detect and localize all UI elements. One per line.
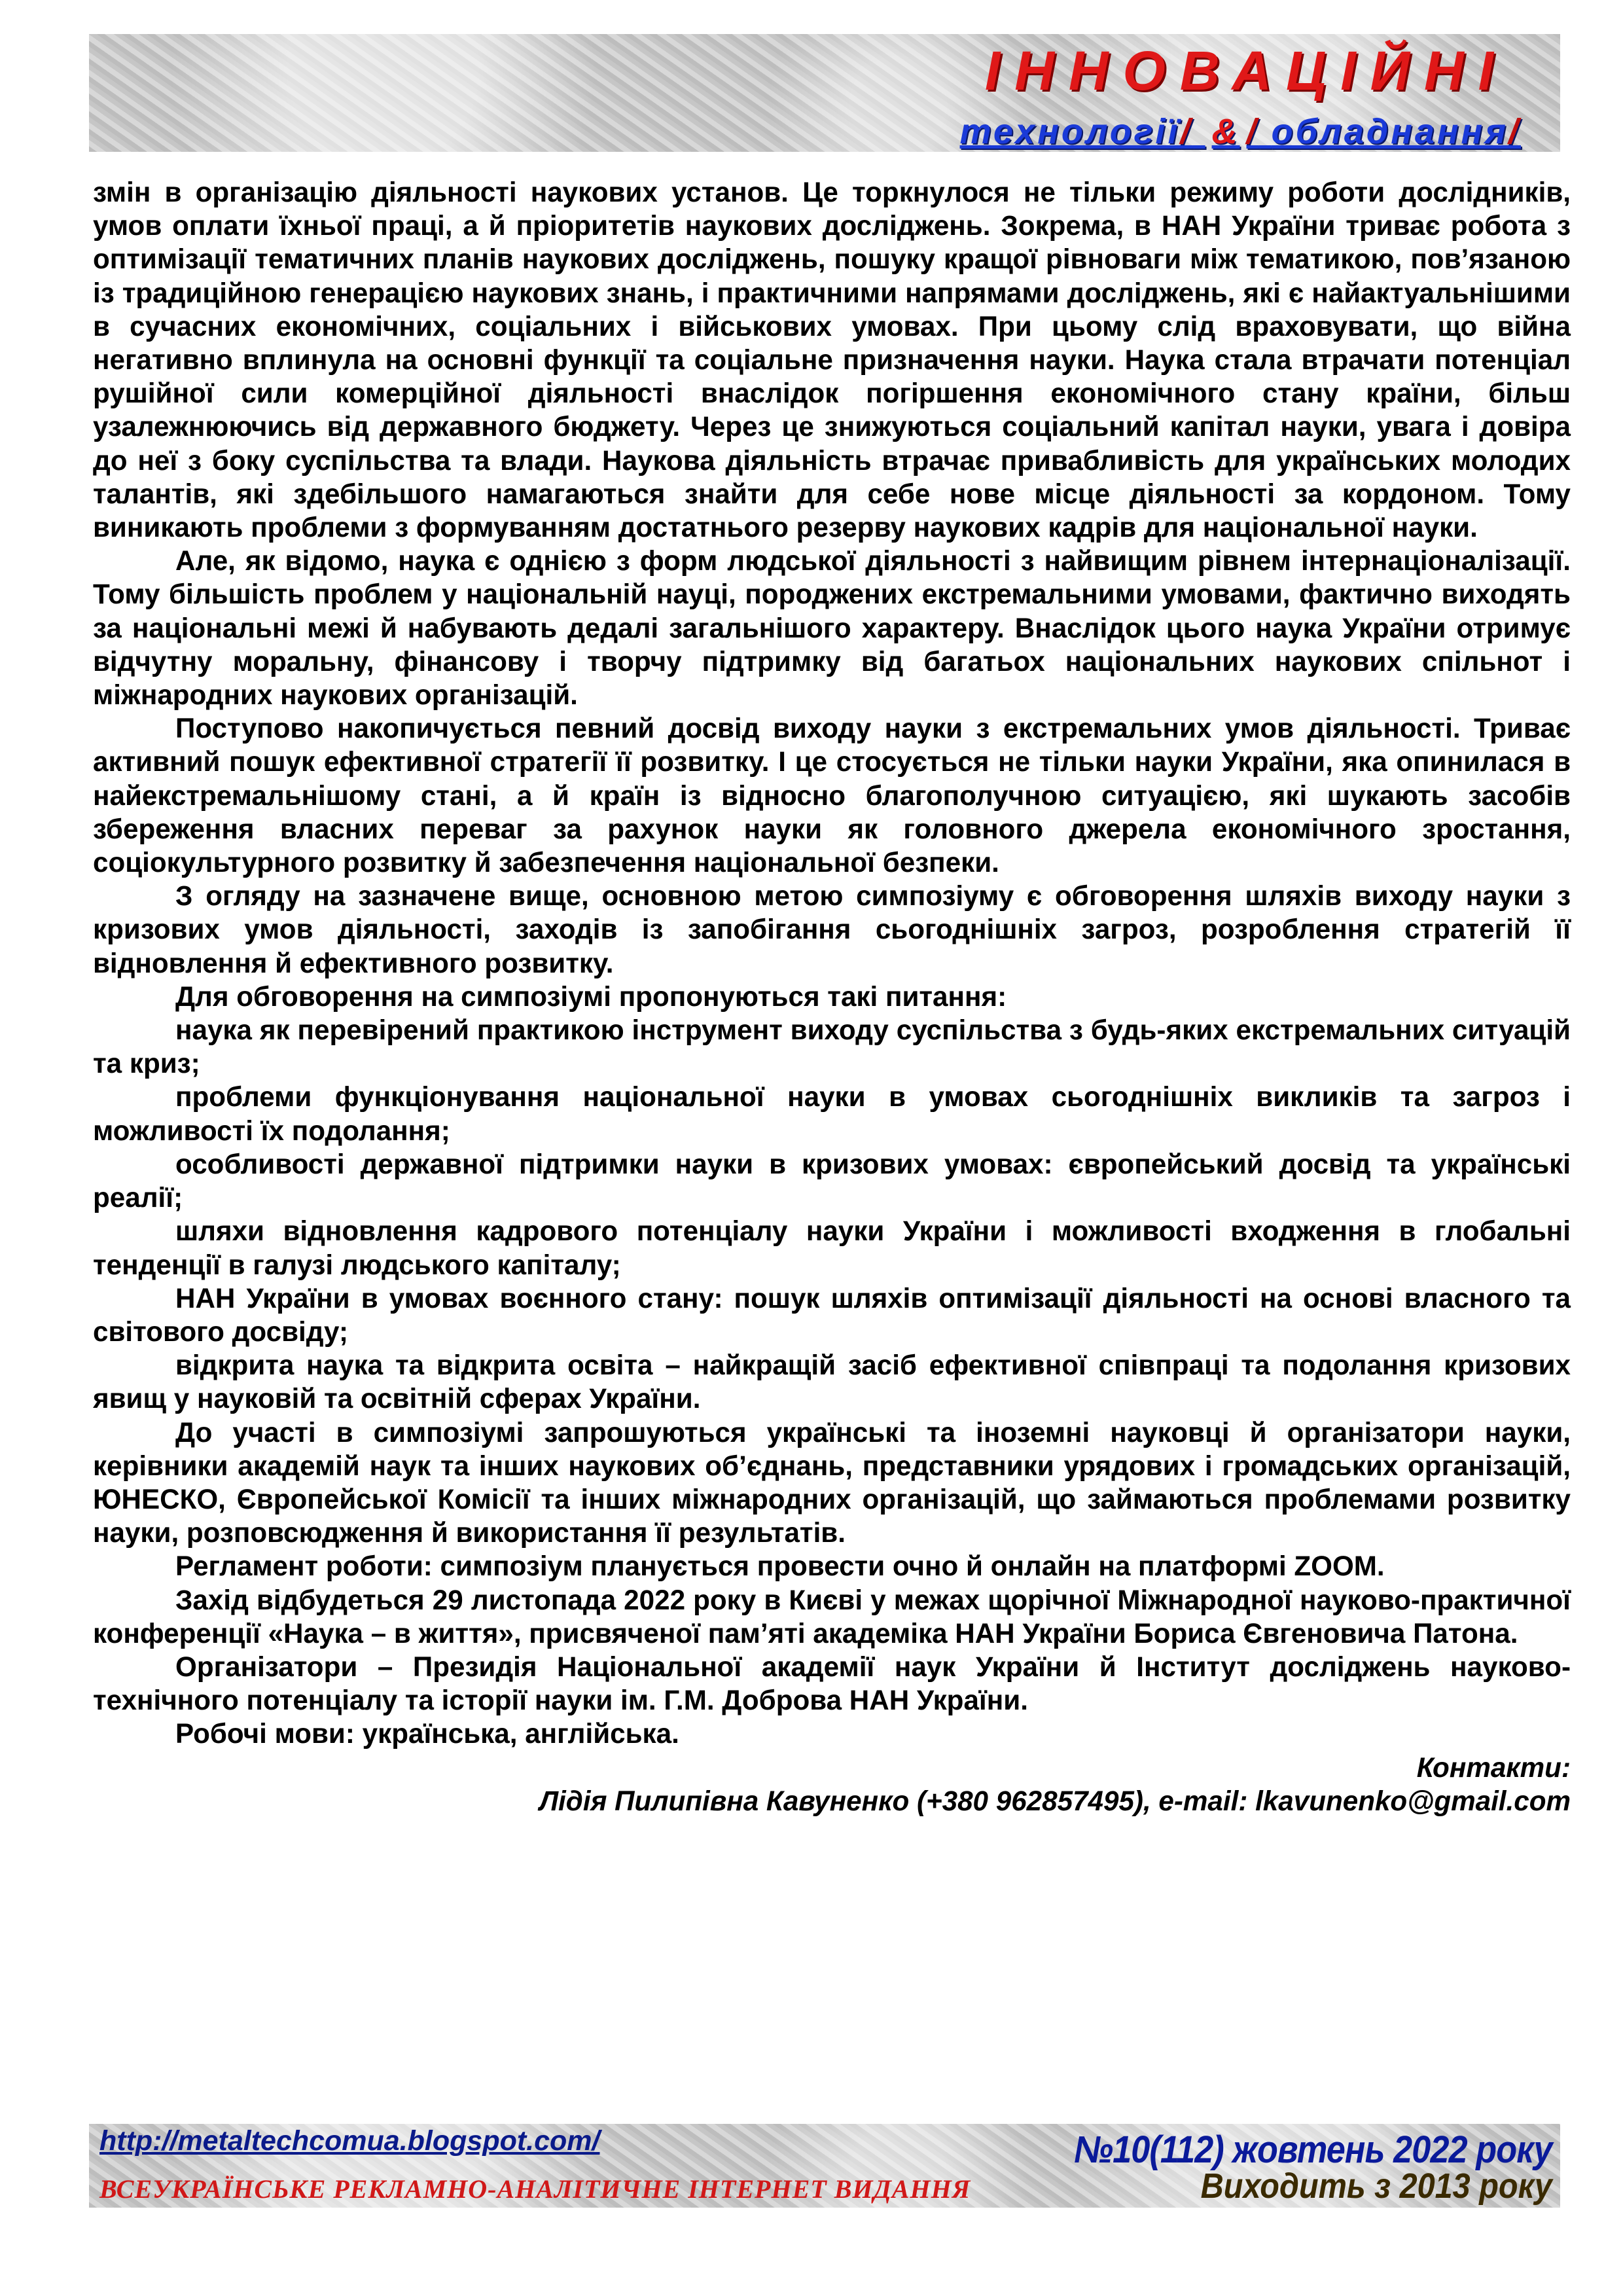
footer-link[interactable]: http://metaltechcomua.blogspot.com/: [99, 2125, 600, 2157]
header-banner: [89, 34, 1560, 152]
paragraph: Але, як відомо, наука є однією з форм людської діяльності з найвищим рівнем інтернаціоналізації. Тому більшість проблем у національній науці, породжених екстремальними умовами, фактично виходять за національні межі й набувають дедалі загальнішого характеру. Внаслідок цього наука України отримує відчутну моральну, фінансову і творчу підтримку від багатьох національних наукових спільнот і міжнародних наукових організацій.: [93, 545, 1571, 711]
topic-item: проблеми функціонування національної науки в умовах сьогоднішніх викликів та загроз і можливості їх подолання;: [93, 1081, 1571, 1146]
paragraph: Поступово накопичується певний досвід виходу науки з екстремальних умов діяльності. Триває активний пошук ефективної стратегії її розвитку. І це стосується не тільки науки України, яка опинилася в найекстремальнішому стані, а й країн із відносно благополучною ситуацією, які шукають засобів збереження власних переваг за рахунок науки як головного джерела економічного зростання, соціокультурного розвитку й забезпечення національної безпеки.: [93, 713, 1571, 878]
paragraph: Робочі мови: українська, англійська.: [175, 1718, 679, 1749]
published-since: Виходить з 2013 року: [1200, 2166, 1552, 2206]
contacts-label: Контакти:: [1416, 1751, 1571, 1783]
topic-item: шляхи відновлення кадрового потенціалу науки України і можливості входження в глобальні тенденції в галузі людського капіталу;: [93, 1215, 1571, 1280]
topic-item: відкрита наука та відкрита освіта – найкращій засіб ефективної співпраці та подолання кризових явищ у науковій та освітній сферах України.: [93, 1350, 1571, 1414]
footer-tagline: ВСЕУКРАЇНСЬКЕ РЕКЛАМНО-АНАЛІТИЧНЕ ІНТЕРНЕТ ВИДАННЯ: [99, 2174, 971, 2204]
brand-subtitle-left: технології: [959, 112, 1181, 151]
paragraph: Регламент роботи: симпозіум планується провести очно й онлайн на платформі ZOOM.: [175, 1551, 1385, 1582]
brand-subtitle: технології/ & / обладнання/: [959, 112, 1521, 151]
brand-subtitle-amp: &: [1211, 112, 1240, 151]
article-body: [93, 175, 1571, 1818]
issue-number: №10(112) жовтень 2022 року: [1074, 2128, 1552, 2171]
paragraph-continuation: змін в організацію діяльності наукових установ. Це торкнулося не тільки режиму роботи дослідників, умов оплати їхньої праці, а й пріоритетів наукових досліджень. Зокрема, в НАН України триває робота з оптимізації тематичних планів наукових досліджень, пошуку кращої рівноваги між тематикою, пов’язаною із традиційною генерацією наукових знань, і практичними напрямами досліджень, які є найактуальнішими в сучасних економічних, соціальних і військових умовах. При цьому слід враховувати, що війна негативно вплинула на основні функції та соціальне призначення науки. Наука стала втрачати потенціал рушійної сили комерційної діяльності внаслідок погіршення економічного стану країни, більш узалежнюючись від державного бюджету. Через це знижуються соціальний капітал науки, увага і довіра до неї з боку суспільства та влади. Наукова діяльність втрачає привабливість для українських молодих талантів, які здебільшого намагаються знайти для себе нове місце діяльності за кордоном. Тому виникають проблеми з формуванням достатнього резерву наукових кадрів для національної науки.: [93, 177, 1571, 543]
paragraph: Організатори – Президія Національної академії наук України й Інститут досліджень науково-технічного потенціалу та історії науки ім. Г.М. Доброва НАН України.: [93, 1651, 1571, 1716]
topic-item: наука як перевірений практикою інструмент виходу суспільства з будь-яких екстремальних ситуацій та криз;: [93, 1014, 1571, 1079]
paragraph: Для обговорення на симпозіумі пропонуються такі питання:: [175, 980, 1007, 1012]
paragraph: Захід відбудеться 29 листопада 2022 року в Києві у межах щорічної Міжнародної науково-практичної конференції «Наука – в життя», присвяченої пам’яті академіка НАН України Бориса Євгеновича Патона.: [93, 1584, 1571, 1649]
brand-subtitle-right: обладнання: [1271, 112, 1508, 151]
brand-title: ІННОВАЦІЙНІ: [984, 40, 1508, 101]
footer-banner: [89, 2124, 1560, 2208]
topic-item: особливості державної підтримки науки в кризових умовах: європейський досвід та українські реалії;: [93, 1148, 1571, 1213]
topic-item: НАН України в умовах воєнного стану: пошук шляхів оптимізації діяльності на основі власного та світового досвіду;: [93, 1282, 1571, 1347]
paragraph: З огляду на зазначене вище, основною метою симпозіуму є обговорення шляхів виходу науки з кризових умов діяльності, заходів із запобігання сьогоднішніх загроз, розроблення стратегій її відновлення й ефективного розвитку.: [93, 880, 1571, 978]
contacts-line: Лідія Пилипівна Кавуненко (+380 962857495), e-mail: lkavunenko@gmail.com: [539, 1785, 1571, 1816]
paragraph: До участі в симпозіумі запрошуються українські та іноземні науковці й організатори науки, керівники академій наук та інших наукових об’єднань, представники урядових і громадських організацій, ЮНЕСКО, Європейської Комісії та інших міжнародних організацій, що займаються проблемами розвитку науки, розповсюдження й використання її результатів.: [93, 1416, 1571, 1549]
